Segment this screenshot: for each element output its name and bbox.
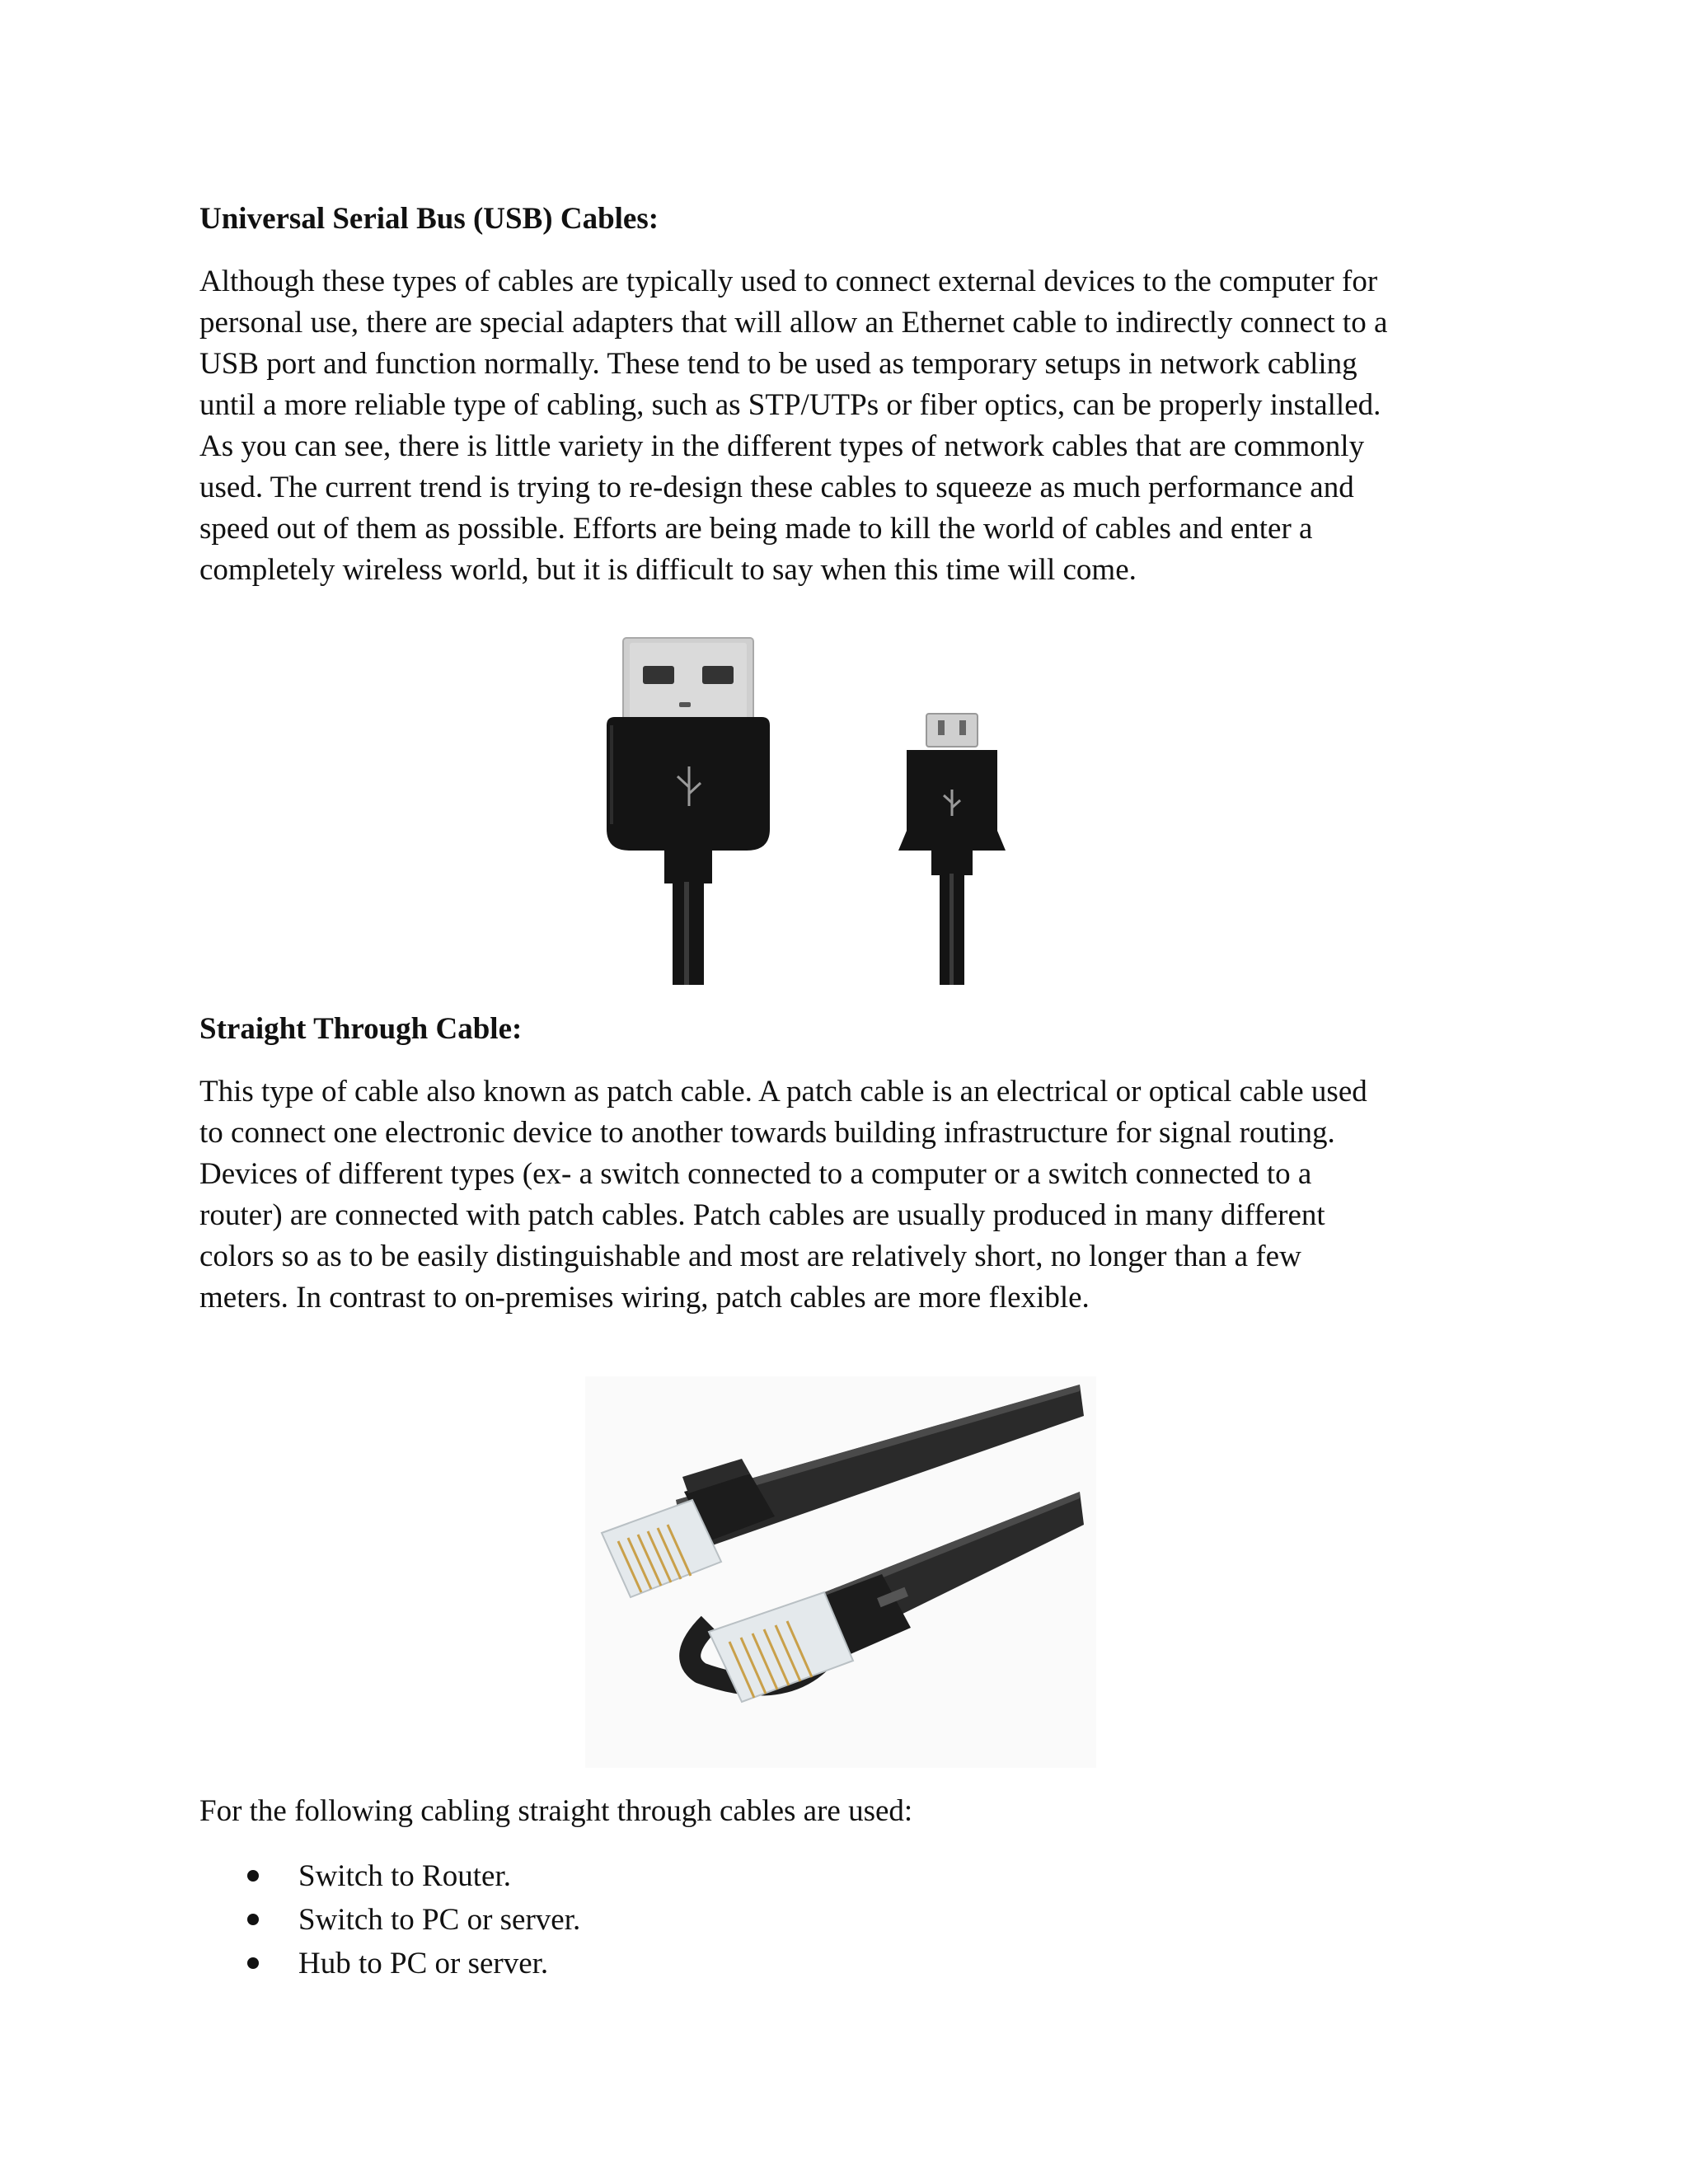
list-item-text: Hub to PC or server.	[298, 1947, 549, 1980]
usb-line: completely wireless world, but it is difficult to say when this time will come.	[199, 553, 1137, 587]
usb-paragraph	[199, 261, 1518, 591]
bullet-icon	[247, 1914, 259, 1925]
patch-cable-image	[585, 1376, 1096, 1768]
bullet-icon	[247, 1870, 259, 1882]
list-item-text: Switch to PC or server.	[298, 1903, 581, 1937]
usb-line: personal use, there are special adapters that will allow an Ethernet cable to indirectly connect to a	[199, 306, 1388, 340]
list-item	[199, 1942, 580, 1985]
bullet-icon	[247, 1957, 259, 1969]
usb-cables-image	[593, 635, 1022, 985]
usb-line: As you can see, there is little variety in the different types of network cables that are commonly	[199, 429, 1365, 463]
list-item-text: Switch to Router.	[298, 1859, 511, 1893]
list-item	[199, 1854, 580, 1898]
straight-through-paragraph	[199, 1071, 1518, 1319]
usage-list	[199, 1854, 580, 1985]
usb-line: until a more reliable type of cabling, such as STP/UTPs or fiber optics, can be properly installed.	[199, 388, 1381, 422]
straight-line: to connect one electronic device to another towards building infrastructure for signal routing.	[199, 1116, 1335, 1150]
usb-line: speed out of them as possible. Efforts are being made to kill the world of cables and enter a	[199, 512, 1313, 546]
straight-line: meters. In contrast to on-premises wiring, patch cables are more flexible.	[199, 1281, 1090, 1315]
list-item	[199, 1898, 580, 1942]
straight-line: router) are connected with patch cables. Patch cables are usually produced in many different	[199, 1198, 1325, 1232]
usb-heading: Universal Serial Bus (USB) Cables:	[199, 202, 659, 236]
usage-intro-text: For the following cabling straight through cables are used:	[199, 1794, 913, 1828]
micro-usb-connector	[898, 714, 1006, 985]
straight-line: This type of cable also known as patch cable. A patch cable is an electrical or optical cable used	[199, 1075, 1367, 1108]
straight-line: colors so as to be easily distinguishable and most are relatively short, no longer than a few	[199, 1240, 1301, 1273]
usb-line: Although these types of cables are typically used to connect external devices to the computer for	[199, 265, 1378, 298]
usb-line: used. The current trend is trying to re-design these cables to squeeze as much performance and	[199, 471, 1354, 504]
usage-intro	[199, 1791, 1518, 1832]
straight-through-heading: Straight Through Cable:	[199, 1012, 523, 1046]
usb-line: USB port and function normally. These tend to be used as temporary setups in network cabling	[199, 347, 1357, 381]
straight-line: Devices of different types (ex- a switch connected to a computer or a switch connected to a	[199, 1157, 1312, 1191]
usb-a-connector	[607, 638, 770, 985]
